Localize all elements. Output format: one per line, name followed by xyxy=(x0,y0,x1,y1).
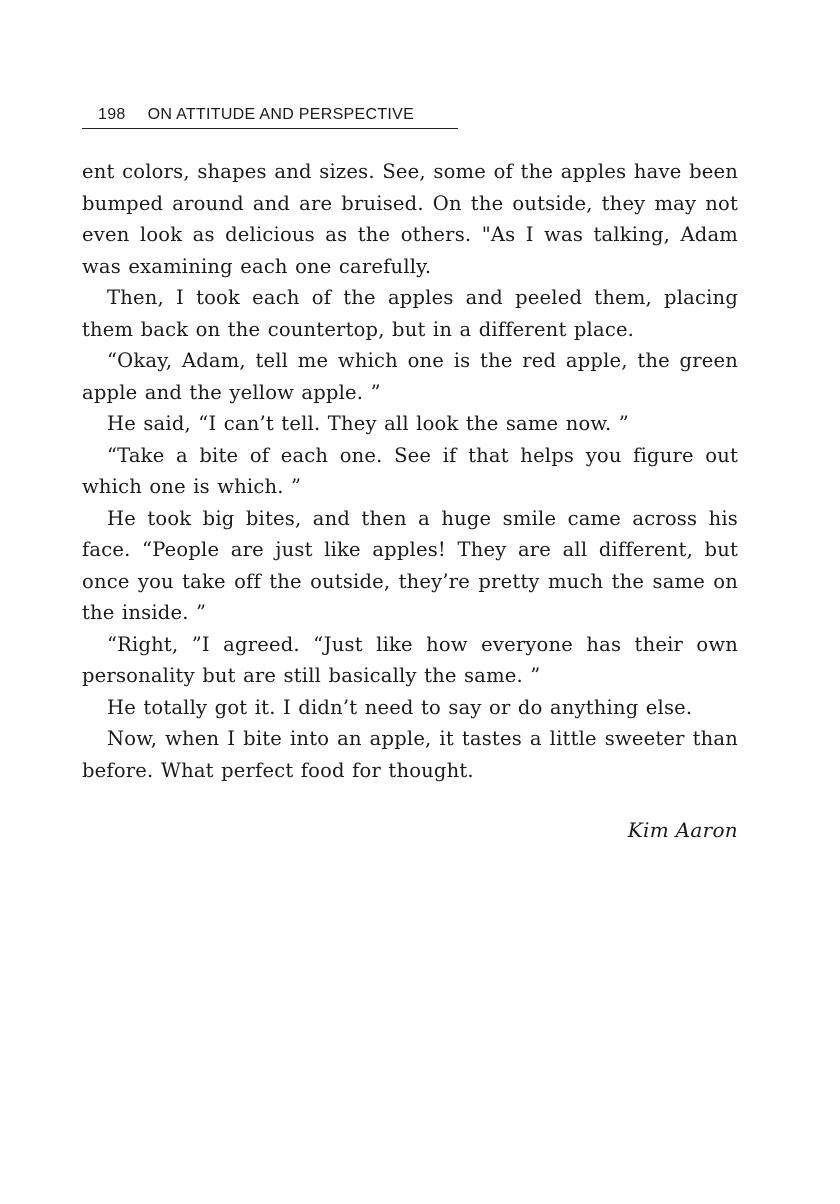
paragraph: ent colors, shapes and sizes. See, some of the apples have been bumped around and are bruised. On the outside, they may not even look as delicious as the others. "As I was talking, Adam was examining each one carefully. xyxy=(82,160,738,278)
paragraph: He said, “I can’t tell. They all look the same now. ” xyxy=(107,412,629,435)
running-header xyxy=(82,104,458,129)
paragraph: He totally got it. I didn’t need to say or do anything else. xyxy=(107,695,693,719)
paragraph: “Take a bite of each one. See if that helps you figure out which one is which. ” xyxy=(82,443,738,498)
paragraph: “Right, ”I agreed. “Just like how everyone has their own personality but are still basically the same. ” xyxy=(82,632,738,687)
paragraph: Then, I took each of the apples and peeled them, placing them back on the countertop, but in a different place. xyxy=(82,286,738,341)
page-number: 198 xyxy=(98,106,126,123)
author-byline: Kim Aaron xyxy=(627,818,738,842)
paragraph: “Okay, Adam, tell me which one is the red apple, the green apple and the yellow apple. ” xyxy=(82,349,738,404)
story-body xyxy=(82,156,738,786)
paragraph: Now, when I bite into an apple, it tastes a little sweeter than before. What perfect food for thought. xyxy=(82,727,738,782)
paragraph: He took big bites, and then a huge smile came across his face. “People are just like apples! They are all different, but once you take off the outside, they’re pretty much the same on the inside. ” xyxy=(82,506,738,624)
section-title: ON ATTITUDE AND PERSPECTIVE xyxy=(147,106,415,123)
